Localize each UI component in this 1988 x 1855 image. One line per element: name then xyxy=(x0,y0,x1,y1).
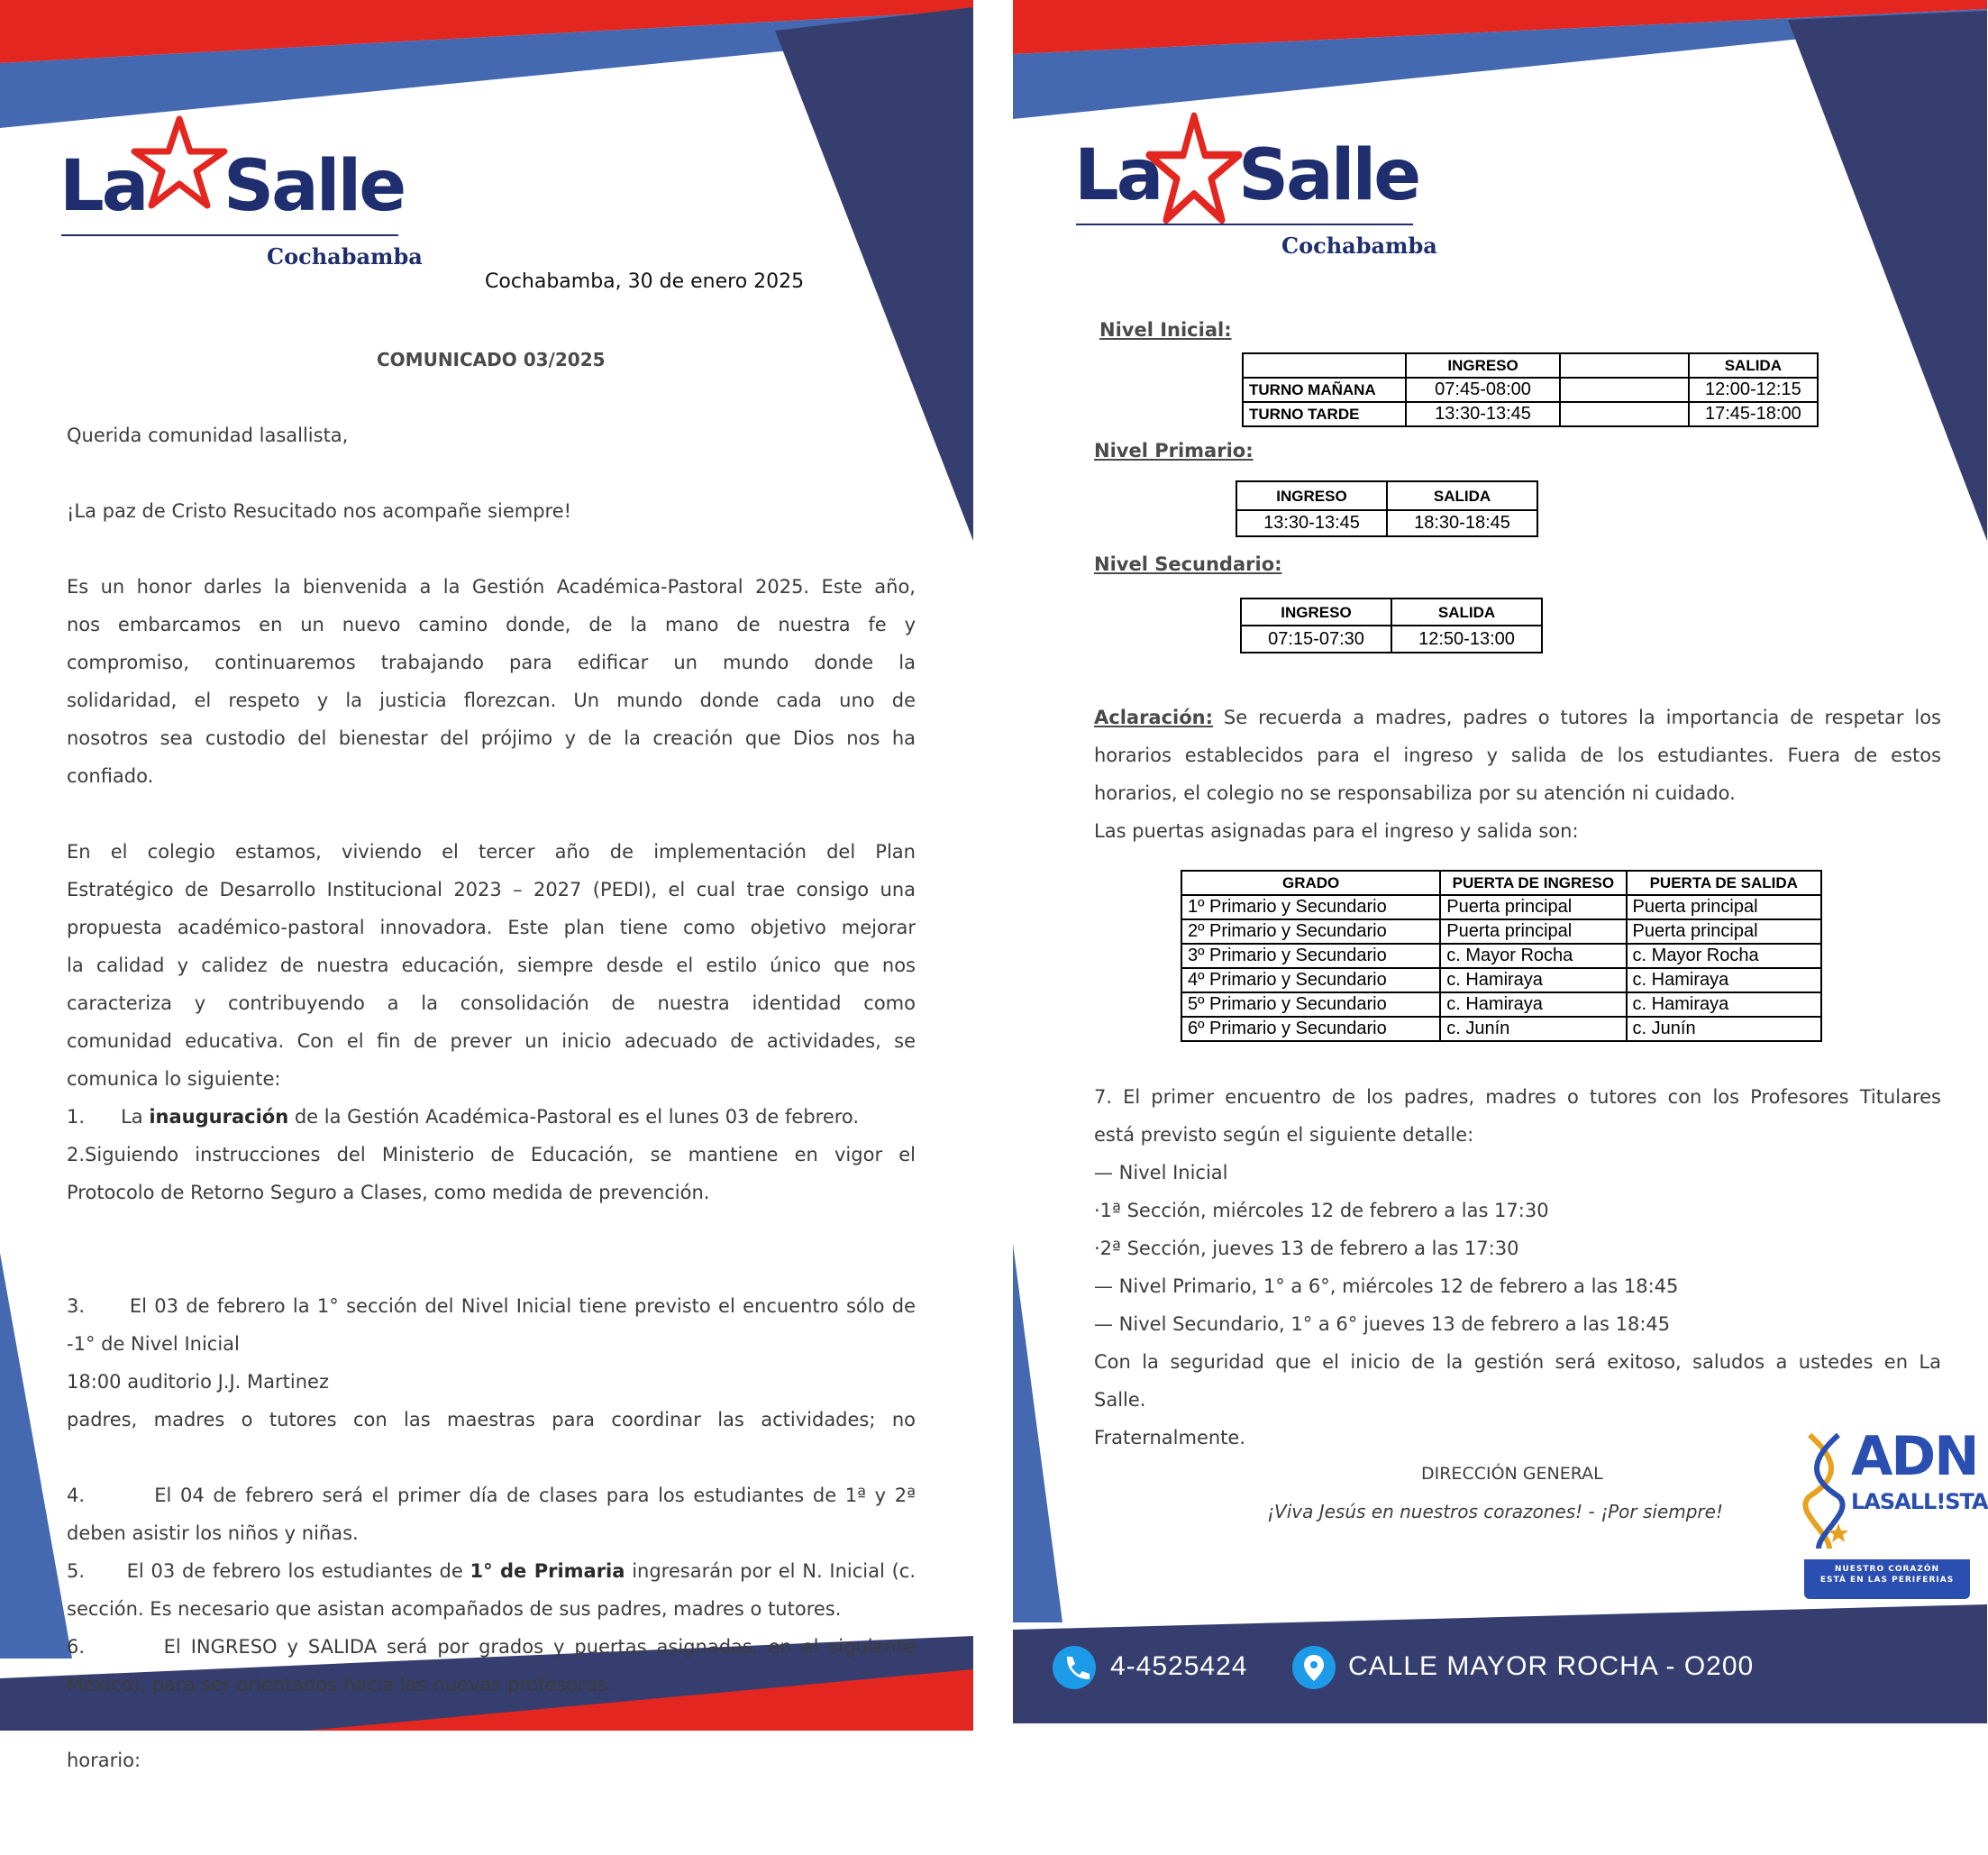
motto: ¡Viva Jesús en nuestros corazones! - ¡Por siempre! xyxy=(1267,1501,1723,1522)
table-puertas: GRADO PUERTA DE INGRESO PUERTA DE SALIDA 1º Primario y Secundario Puerta principal Puerta principal 2º Primario y Secundario Puerta principal Puerta principal 3º Primario y Secundario c. Mayor Rocha c. Mayor Rocha 4º Primario y Secundario c. Hamiraya c. Hamiraya 5º Primario y Secundario c. Hamiraya c. Hamiraya 6º Primario y Secundario c. Junín c. Junín xyxy=(1181,870,1822,1042)
letter-title: COMUNICADO 03/2025 xyxy=(377,349,606,370)
la-salle-logo: La Salle Cochabamba xyxy=(59,115,402,269)
item-6: 6. El INGRESO y SALIDA será por grados y puertas asignadas, en el siguiente horario: xyxy=(67,1636,916,1771)
meeting-schedule: — Nivel Inicial ·1ª Sección, miércoles 12 de febrero a las 17:30 ·2ª Sección, jueves 13 de febrero a las 17:30 — Nivel Primario, 1° a 6°, miércoles 12 de febrero a las 18:45 — Nivel Secundario, 1° a 6° jueves 13 de febrero a las 18:45 xyxy=(1094,1162,1679,1335)
table-row: 07:15-07:30 12:50-13:00 xyxy=(1241,626,1542,653)
item-3-details: -1° de Nivel Inicial 18:00 auditorio J.J. Martinez xyxy=(67,1333,329,1393)
item-3: 3. El 03 de febrero la 1° sección del Nivel Inicial tiene previsto el encuentro sólo de padres, madres o tutores con las maestras para coordinar las actividades; no deben asistir los niños y niñas. xyxy=(67,1295,916,1544)
table-nivel-secundario: INGRESO SALIDA 07:15-07:30 12:50-13:00 xyxy=(1240,598,1543,653)
star-icon xyxy=(130,115,229,215)
footer-phone[interactable]: 4-4525424 xyxy=(1110,1651,1248,1681)
letter-page-2 xyxy=(1013,0,1987,1731)
table-row: TURNO MAÑANA 07:45-08:00 12:00-12:15 xyxy=(1243,378,1818,402)
paragraph-welcome: Es un honor darles la bienvenida a la Gestión Académica-Pastoral 2025. Este año, nos embarcamos en un nuevo camino donde, de la mano de nuestra fe y compromiso, continuaremos trabajando para edificar un mundo donde la solidaridad, el respeto y la justicia florezcan. Un mundo donde cada uno de nosotros sea custodio del bienestar del prójimo y de la creación que Dios nos ha confiado. xyxy=(67,576,916,787)
table-nivel-primario: INGRESO SALIDA 13:30-13:45 18:30-18:45 xyxy=(1236,480,1538,537)
dna-icon xyxy=(1802,1433,1849,1550)
greeting: Querida comunidad lasallista, xyxy=(67,425,349,446)
table-row: 4º Primario y Secundario c. Hamiraya c. Hamiraya xyxy=(1181,968,1821,992)
puertas-intro: Las puertas asignadas para el ingreso y salida son: xyxy=(1094,820,1579,842)
phone-icon xyxy=(1053,1646,1096,1689)
heading-nivel-inicial: Nivel Inicial: xyxy=(1099,319,1232,341)
location-icon xyxy=(1292,1646,1336,1689)
la-salle-logo: La Salle Cochabamba xyxy=(1074,105,1417,258)
table-row: TURNO TARDE 13:30-13:45 17:45-18:00 xyxy=(1243,402,1818,426)
heading-nivel-primario: Nivel Primario: xyxy=(1094,440,1254,461)
paragraph-pedi: En el colegio estamos, viviendo el tercer año de implementación del Plan Estratégico de Desarrollo Institucional 2023 – 2027 (PEDI), el cual trae consigo una propuesta académico-pastoral innovadora. Este plan tiene como objetivo mejorar la calidad y calidez de nuestra educación, siempre desde el estilo único que nos caracteriza y contribuyendo a la consolidación de nuestra identidad como comunidad educativa. Con el fin de prever un inicio adecuado de actividades, se comunica lo siguiente: xyxy=(67,841,916,1090)
paragraph-aclaracion: Aclaración: Se recuerda a madres, padres o tutores la importancia de respetar los horarios establecidos para el ingreso y salida de los estudiantes. Fuera de estos horarios, el colegio no se responsabiliza por su atención ni cuidado. xyxy=(1094,707,1941,804)
letter-page-1 xyxy=(0,0,973,1771)
footer-address: CALLE MAYOR ROCHA - O200 xyxy=(1348,1651,1755,1681)
star-icon xyxy=(1144,105,1244,231)
closing-paragraph: Con la seguridad que el inicio de la gestión será exitoso, saludos a ustedes en La Salle. xyxy=(1094,1351,1941,1411)
item-4: 4. El 04 de febrero será el primer día de clases para los estudiantes de 1ª y 2ª sección. Es necesario que asistan acompañados de sus padres, madres o tutores. xyxy=(67,1485,916,1620)
blessing: ¡La paz de Cristo Resucitado nos acompañe siempre! xyxy=(67,500,572,522)
letter-date: Cochabamba, 30 de enero 2025 xyxy=(485,270,805,293)
signature: DIRECCIÓN GENERAL xyxy=(1421,1464,1603,1484)
table-row: 3º Primario y Secundario c. Mayor Rocha c. Mayor Rocha xyxy=(1181,944,1821,968)
table-row: 1º Primario y Secundario Puerta principal Puerta principal xyxy=(1181,895,1821,919)
item-5: 5. El 03 de febrero los estudiantes de 1° de Primaria ingresarán por el N. Inicial (c. México), para ser orientados hacia las nuevas profesoras. xyxy=(67,1560,916,1695)
table-row: 2º Primario y Secundario Puerta principal Puerta principal xyxy=(1181,919,1821,944)
adn-lasallista-logo: ADN LASALL!STA NUESTRO CORAZÓN ESTÁ EN LAS PERIFERIAS xyxy=(1802,1430,1974,1601)
farewell: Fraternalmente. xyxy=(1094,1427,1245,1448)
table-row: 13:30-13:45 18:30-18:45 xyxy=(1236,510,1537,536)
heading-nivel-secundario: Nivel Secundario: xyxy=(1094,553,1282,575)
table-row: 6º Primario y Secundario c. Junín c. Junín xyxy=(1181,1017,1821,1041)
table-row: 5º Primario y Secundario c. Hamiraya c. Hamiraya xyxy=(1181,992,1821,1017)
table-nivel-inicial: INGRESO SALIDA TURNO MAÑANA 07:45-08:00 12:00-12:15 TURNO TARDE 13:30-13:45 17:45-18:00 xyxy=(1242,352,1819,427)
item-1: 1. La inauguración de la Gestión Académica-Pastoral es el lunes 03 de febrero. xyxy=(67,1106,860,1128)
item-7: 7. El primer encuentro de los padres, madres o tutores con los Profesores Titulares está previsto según el siguiente detalle: xyxy=(1094,1086,1941,1146)
item-2: 2.Siguiendo instrucciones del Ministerio de Educación, se mantiene en vigor el Protocolo de Retorno Seguro a Clases, como medida de prevención. xyxy=(67,1144,916,1203)
